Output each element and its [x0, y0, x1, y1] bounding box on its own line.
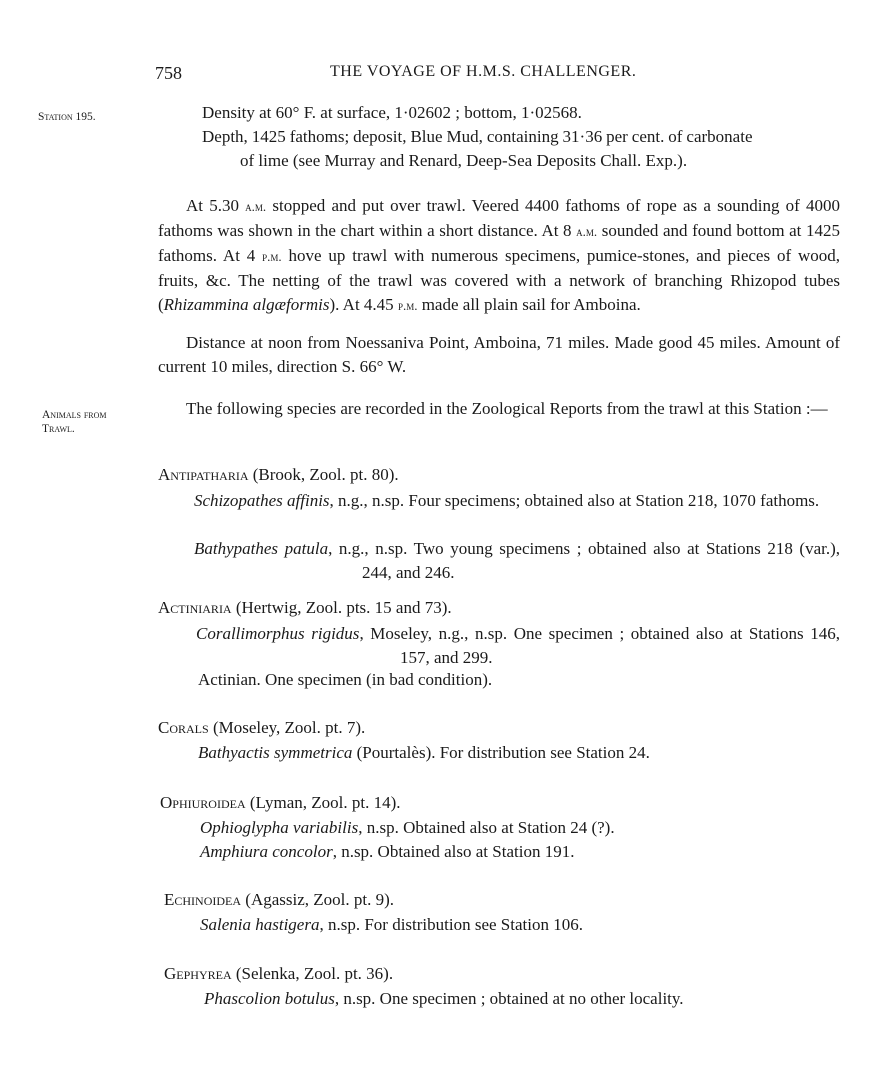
species-entry [200, 915, 583, 935]
group-ref: (Brook, Zool. pt. 80). [248, 465, 399, 484]
group-ref: (Moseley, Zool. pt. 7). [208, 718, 366, 737]
group-heading-ophiuroidea [160, 793, 400, 813]
depth-line-1: Depth, 1425 fathoms; deposit, Blue Mud, containing 31·36 per cent. of carbonate [202, 127, 753, 146]
species-text: , n.g., n.sp. Two young specimens ; obtained also at Stations 218 (var.), 244, and 246. [328, 539, 841, 582]
group-name: Ophiuroidea [160, 793, 246, 812]
species-entry [200, 818, 615, 838]
group-name: Antipatharia [158, 465, 249, 484]
group-heading-actiniaria [158, 598, 452, 618]
p1-b: stopped and put over trawl. Veered 4400 fathoms of rope as a sounding of 4000 fathoms was shown in the chart within a short distance. At 8 [158, 196, 841, 240]
group-heading-echinoidea [164, 890, 394, 910]
narrative-paragraph-2: Distance at noon from Noessaniva Point, Amboina, 71 miles. Made good 45 miles. Amount of current 10 miles, direction S. 66° W. [158, 333, 840, 376]
species-text: , n.sp. Obtained also at Station 24 (?). [358, 818, 615, 837]
species-name: Salenia hastigera [200, 915, 320, 934]
density-line: Density at 60° F. at surface, 1·02602 ; bottom, 1·02568. [202, 103, 582, 122]
species-entry [198, 743, 650, 763]
margin-note-animals-line2: Trawl. [42, 423, 75, 435]
group-name: Actiniaria [158, 598, 232, 617]
time-pm-2: p.m. [397, 298, 418, 313]
narrative-paragraph-3: The following species are recorded in the Zoological Reports from the trawl at this Station :— [186, 399, 828, 418]
species-entry [194, 489, 840, 513]
species-text: (Pourtalès). For distribution see Station 24. [352, 743, 650, 762]
margin-note-station: Station 195. [38, 111, 96, 123]
group-ref: (Lyman, Zool. pt. 14). [245, 793, 401, 812]
margin-note-animals [42, 408, 107, 436]
group-heading-gephyrea [164, 964, 393, 984]
species-name: Bathyactis symmetrica [198, 743, 353, 762]
species-name: Bathypathes patula [194, 539, 329, 558]
margin-note-animals-line1: Animals from [42, 409, 107, 421]
p1-c: sounded and found bottom at 1425 fathoms. At 4 [158, 221, 840, 265]
time-am-2: a.m. [576, 224, 598, 239]
group-name: Corals [158, 718, 209, 737]
p1-a: At 5.30 [186, 196, 246, 215]
species-name: Phascolion botulus [204, 989, 335, 1008]
species-entry: Actinian. One specimen (in bad condition). [198, 670, 493, 689]
group-name: Gephyrea [164, 964, 232, 983]
page-number: 758 [155, 63, 182, 83]
species-text: , n.sp. Obtained also at Station 191. [332, 842, 575, 861]
depth-line-2: of lime (see Murray and Renard, Deep-Sea Deposits Chall. Exp.). [240, 151, 688, 170]
species-entry [196, 622, 840, 670]
p1-d: hove up trawl with numerous specimens, pumice-stones, and pieces of wood, fruits, &c. The netting of the trawl was covered with a network of branching Rhizopod tubes ( [158, 246, 840, 314]
running-head: THE VOYAGE OF H.M.S. CHALLENGER. [330, 63, 637, 80]
species-entry [200, 842, 574, 862]
species-text: , n.g., n.sp. Four specimens; obtained also at Station 218, 1070 fathoms. [329, 491, 820, 510]
group-ref: (Agassiz, Zool. pt. 9). [241, 890, 395, 909]
species-entry [194, 537, 840, 585]
group-heading-corals [158, 718, 365, 738]
species-entry [204, 989, 684, 1009]
species-text: , n.sp. For distribution see Station 106. [319, 915, 583, 934]
time-pm-1: p.m. [262, 249, 282, 264]
narrative-paragraph-1 [158, 194, 840, 318]
group-name: Echinoidea [164, 890, 242, 909]
group-heading-antipatharia [158, 465, 399, 485]
species-text: , n.sp. One specimen ; obtained at no other locality. [334, 989, 684, 1008]
species-name: Schizopathes affinis [194, 491, 330, 510]
group-ref: (Hertwig, Zool. pts. 15 and 73). [231, 598, 452, 617]
species-name: Ophioglypha variabilis [200, 818, 359, 837]
species-rhizammina: Rhizammina algæformis [163, 295, 330, 314]
p1-e: ). At 4.45 [329, 295, 398, 314]
species-name: Amphiura concolor [200, 842, 333, 861]
time-am-1: a.m. [245, 199, 267, 214]
species-text: , Moseley, n.g., n.sp. One specimen ; obtained also at Stations 146, 157, and 299. [359, 624, 841, 667]
species-name: Corallimorphus rigidus [196, 624, 360, 643]
p1-f: made all plain sail for Amboina. [417, 295, 641, 314]
group-ref: (Selenka, Zool. pt. 36). [231, 964, 394, 983]
